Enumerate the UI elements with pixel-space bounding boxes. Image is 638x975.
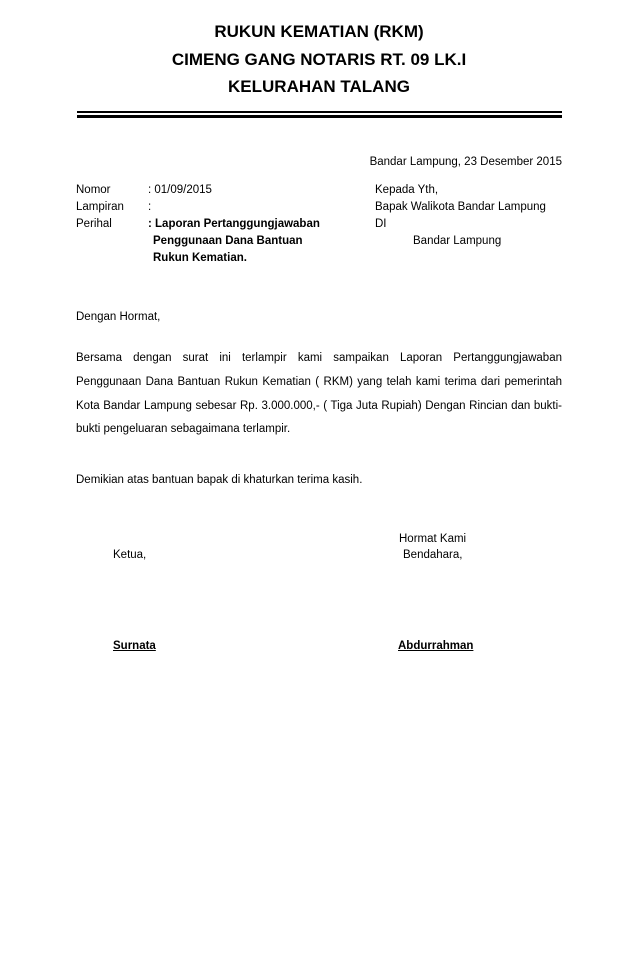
nomor-label: Nomor [76,184,111,196]
recipient-line-4: Bandar Lampung [413,235,502,247]
letterhead-line-1: RUKUN KEMATIAN (RKM) [214,22,424,41]
recipient-line-3: DI [375,218,387,230]
letterhead-line-3: KELURAHAN TALANG [228,77,410,96]
nomor-value: : 01/09/2015 [148,184,212,196]
letterhead-rule-thin [77,111,562,113]
perihal-value-line-1: : Laporan Pertanggungjawaban [148,218,320,230]
signature-left-name: Surnata [113,640,156,652]
letter-date: Bandar Lampung, 23 Desember 2015 [369,156,562,168]
greeting: Dengan Hormat, [76,311,161,323]
signature-right-name: Abdurrahman [398,640,474,652]
signature-left-role: Ketua, [113,549,147,561]
perihal-value-line-2: Penggunaan Dana Bantuan [153,235,303,247]
perihal-value-line-3: Rukun Kematian. [153,252,247,264]
lampiran-value: : [148,201,152,213]
recipient-line-2: Bapak Walikota Bandar Lampung [375,201,546,213]
letterhead-rule-thick [77,115,562,118]
closing-sentence: Demikian atas bantuan bapak di khaturkan terima kasih. [76,474,363,486]
perihal-label: Perihal [76,218,112,230]
lampiran-label: Lampiran [76,201,124,213]
signature-right-greeting: Hormat Kami [399,533,467,545]
body-paragraph: Bersama dengan surat ini terlampir kami sampaikan Laporan Pertanggungjawaban Penggunaan Dana Bantuan Rukun Kematian ( RKM) yang telah kami terima dari pemerintah Kota Bandar Lampung sebesar Rp. 3.000.000,- ( Tiga Juta Rupiah) Dengan Rincian dan bukti-bukti pengeluaran sebagaimana terlampir. [76,352,562,436]
letterhead-line-2: CIMENG GANG NOTARIS RT. 09 LK.I [171,50,467,69]
signature-right-role: Bendahara, [403,549,463,561]
recipient-line-1: Kepada Yth, [375,184,439,196]
